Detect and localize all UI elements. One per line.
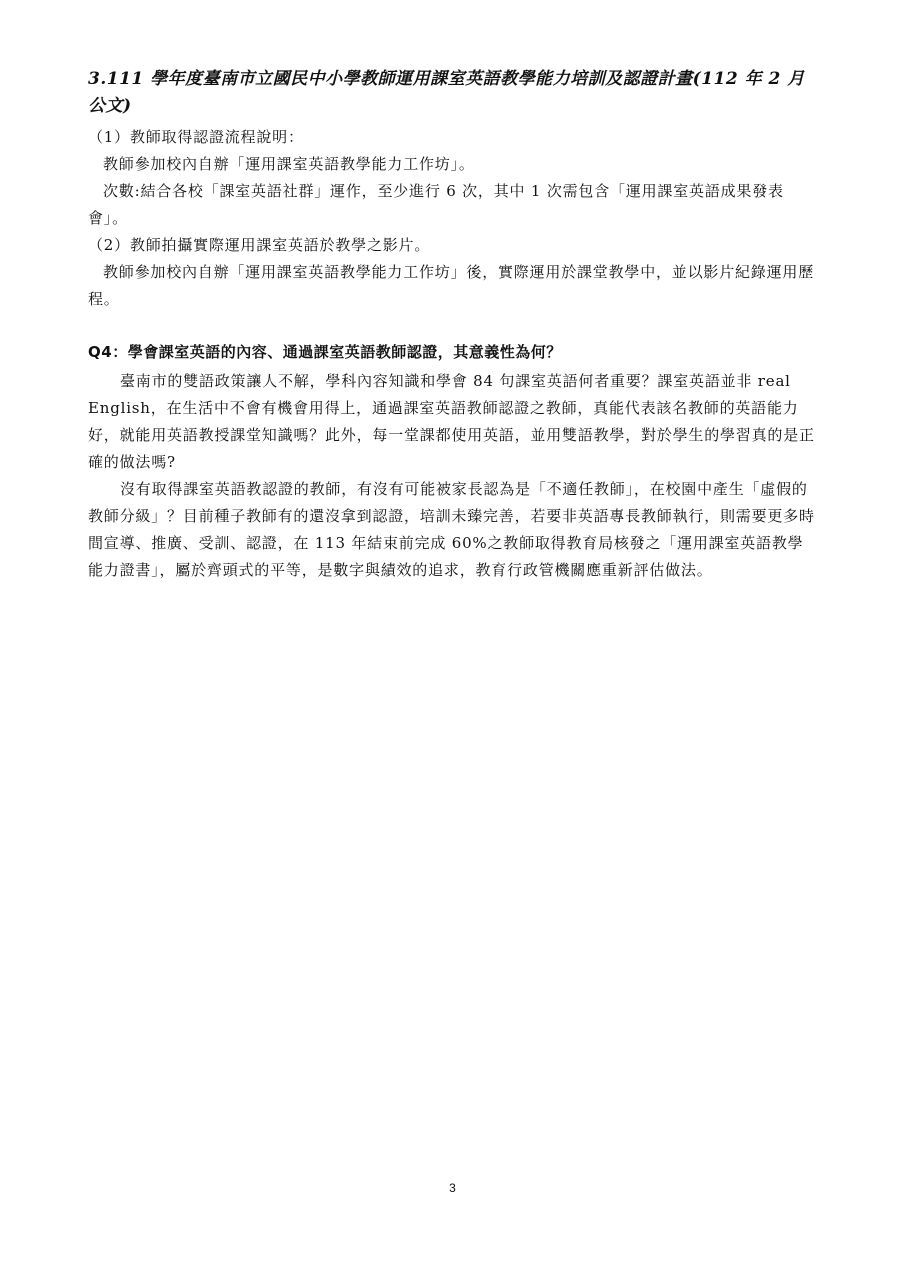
q4-heading: Q4：學會課室英語的內容、通過課室英語教師認證，其意義性為何？	[88, 343, 562, 361]
section-3-title: 3.111 學年度臺南市立國民中小學教師運用課室英語教學能力培訓及認證計畫(112 年 2 月公文)	[88, 69, 805, 116]
page-number: 3	[449, 1181, 456, 1195]
item-1-label: （1）教師取得認證流程說明：	[88, 128, 304, 146]
section-spacer	[88, 313, 818, 339]
page-content	[88, 66, 818, 584]
q4-paragraph-1: 臺南市的雙語政策讓人不解，學科內容知識和學會 84 句課室英語何者重要？課室英語並非 real English，在生活中不會有機會用得上，通過課室英語教師認證之教師，真能代表該名教師的英語能力好，就能用英語教授課堂知識嗎？此外，每一堂課都使用英語，並用雙語教學，對於學生的學習真的是正確的做法嗎?	[88, 372, 815, 471]
item-1-line-2: 次數:結合各校「課室英語社群」運作，至少進行 6 次，其中 1 次需包含「運用課室英語成果發表會」。	[88, 182, 784, 227]
item-2-line-1: 教師參加校內自辦「運用課室英語教學能力工作坊」後，實際運用於課堂教學中，並以影片紀錄運用歷程。	[88, 263, 815, 308]
item-1-line-1: 教師參加校內自辦「運用課室英語教學能力工作坊」。	[103, 155, 475, 173]
q4-paragraph-2: 沒有取得課室英語教認證的教師，有沒有可能被家長認為是「不適任教師」，在校園中產生「虛假的教師分級」？目前種子教師有的還沒拿到認證，培訓未臻完善，若要非英語專長教師執行，則需要更多時間宣導、推廣、受訓、認證，在 113 年結束前完成 60%之教師取得教育局核發之「運用課室英語教學能力證書」，屬於齊頭式的平等，是數字與績效的追求，教育行政管機關應重新評估做法。	[88, 480, 815, 579]
item-2-label: （2）教師拍攝實際運用課室英語於教學之影片。	[88, 236, 431, 254]
